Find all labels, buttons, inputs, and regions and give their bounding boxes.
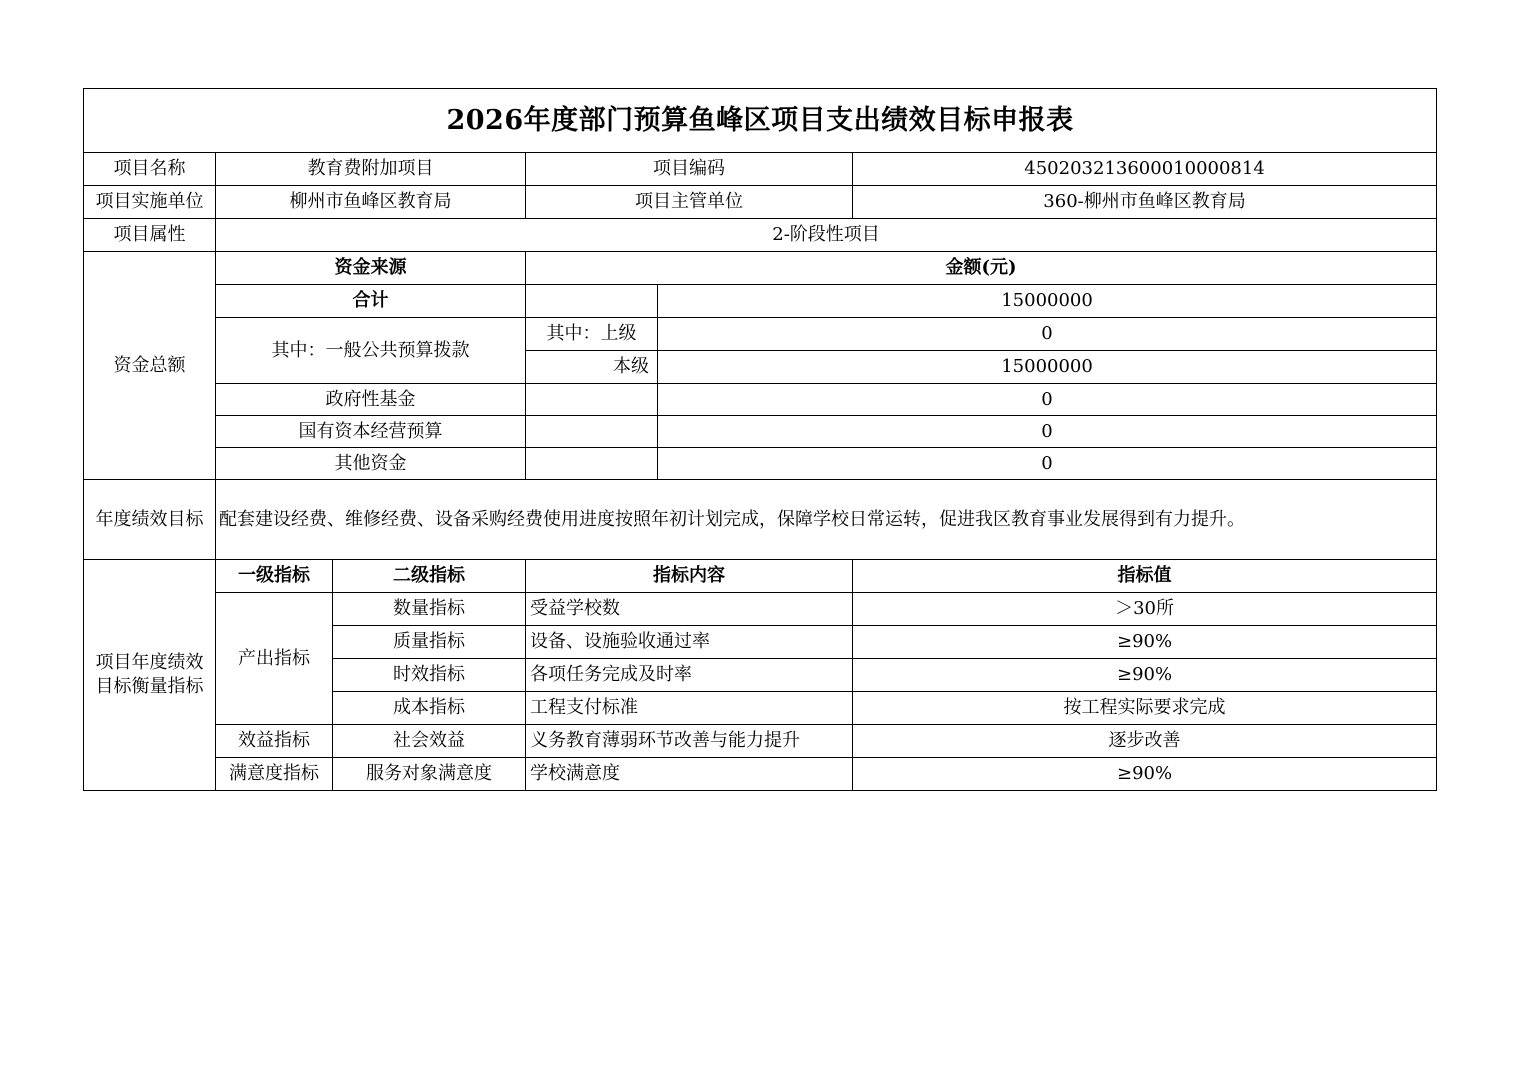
fund-source-header: 资金来源	[216, 252, 526, 285]
output-indicator-label: 产出指标	[216, 593, 333, 725]
indicator-level2: 社会效益	[333, 725, 526, 758]
fund-amount-header: 金额(元)	[526, 252, 1437, 285]
indicator-content: 工程支付标准	[526, 692, 853, 725]
indicator-content: 各项任务完成及时率	[526, 659, 853, 692]
gov-fund-value: 0	[658, 384, 1437, 416]
form-title: 2026年度部门预算鱼峰区项目支出绩效目标申报表	[84, 89, 1437, 153]
indicator-value: ≥90%	[853, 758, 1437, 791]
performance-target-form	[83, 88, 1436, 791]
upper-level-value: 0	[658, 318, 1437, 351]
local-level-label: 本级	[526, 351, 658, 384]
indicator-content: 义务教育薄弱环节改善与能力提升	[526, 725, 853, 758]
indicator-content: 学校满意度	[526, 758, 853, 791]
indicator-value: ＞30所	[853, 593, 1437, 626]
implementing-unit-value: 柳州市鱼峰区教育局	[216, 186, 526, 219]
indicator-level1: 效益指标	[216, 725, 333, 758]
local-level-value: 15000000	[658, 351, 1437, 384]
indicator-level1: 满意度指标	[216, 758, 333, 791]
indicator-header-value: 指标值	[853, 560, 1437, 593]
upper-level-label: 其中：上级	[526, 318, 658, 351]
general-budget-label: 其中：一般公共预算拨款	[216, 318, 526, 384]
indicator-value: 逐步改善	[853, 725, 1437, 758]
implementing-unit-label: 项目实施单位	[84, 186, 216, 219]
fund-total-label: 合计	[216, 285, 526, 318]
indicator-level2: 成本指标	[333, 692, 526, 725]
indicator-value: 按工程实际要求完成	[853, 692, 1437, 725]
project-code-value: 450203213600010000814	[853, 153, 1437, 186]
indicator-header-level1: 一级指标	[216, 560, 333, 593]
indicator-header-content: 指标内容	[526, 560, 853, 593]
other-funds-value: 0	[658, 448, 1437, 480]
state-capital-label: 国有资本经营预算	[216, 416, 526, 448]
annual-goal-text: 配套建设经费、维修经费、设备采购经费使用进度按照年初计划完成，保障学校日常运转，促进我区教育事业发展得到有力提升。	[216, 480, 1437, 560]
fund-total-blank	[526, 285, 658, 318]
managing-unit-value: 360-柳州市鱼峰区教育局	[853, 186, 1437, 219]
indicator-content: 设备、设施验收通过率	[526, 626, 853, 659]
project-attribute-label: 项目属性	[84, 219, 216, 252]
gov-fund-blank	[526, 384, 658, 416]
other-funds-blank	[526, 448, 658, 480]
gov-fund-label: 政府性基金	[216, 384, 526, 416]
indicator-level2: 质量指标	[333, 626, 526, 659]
state-capital-value: 0	[658, 416, 1437, 448]
indicator-value: ≥90%	[853, 626, 1437, 659]
table-row	[84, 725, 1437, 758]
project-name-label: 项目名称	[84, 153, 216, 186]
fund-total-value: 15000000	[658, 285, 1437, 318]
indicator-level2: 服务对象满意度	[333, 758, 526, 791]
state-capital-blank	[526, 416, 658, 448]
project-code-label: 项目编码	[526, 153, 853, 186]
table-row	[84, 593, 1437, 626]
managing-unit-label: 项目主管单位	[526, 186, 853, 219]
indicator-content: 受益学校数	[526, 593, 853, 626]
indicator-header-level2: 二级指标	[333, 560, 526, 593]
indicator-level2: 时效指标	[333, 659, 526, 692]
indicators-section-label: 项目年度绩效目标衡量指标	[84, 560, 216, 791]
funds-total-label: 资金总额	[84, 252, 216, 480]
indicator-value: ≥90%	[853, 659, 1437, 692]
other-funds-label: 其他资金	[216, 448, 526, 480]
annual-goal-label: 年度绩效目标	[84, 480, 216, 560]
table-row	[84, 758, 1437, 791]
project-name-value: 教育费附加项目	[216, 153, 526, 186]
project-attribute-value: 2-阶段性项目	[216, 219, 1437, 252]
form-table	[83, 88, 1437, 791]
indicator-level2: 数量指标	[333, 593, 526, 626]
